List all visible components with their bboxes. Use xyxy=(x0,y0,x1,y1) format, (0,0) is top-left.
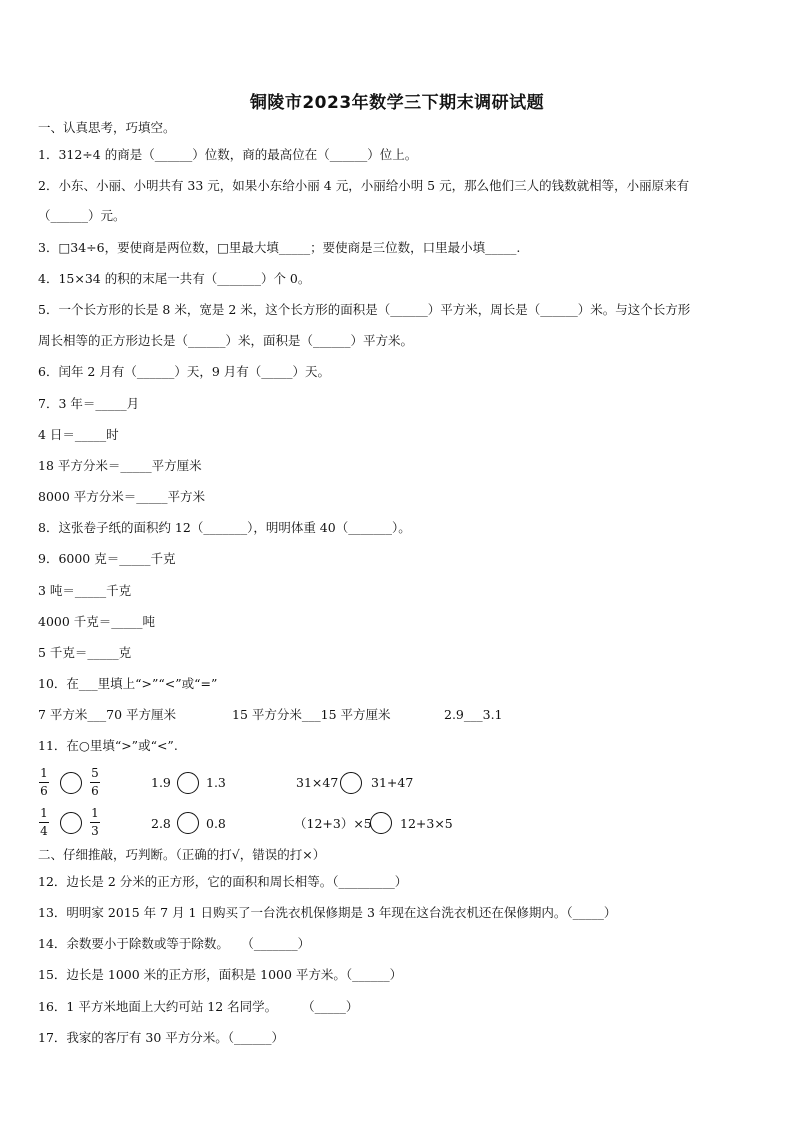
question-7-a: 7．3 年＝_____月 xyxy=(38,396,140,411)
question-9-b: 3 吨＝_____千克 xyxy=(38,583,132,598)
question-10: 10．在___里填上“>”“<”或“=” xyxy=(38,676,218,691)
question-9-d: 5 千克＝_____克 xyxy=(38,645,132,660)
section-heading-fill-in: 一、认真思考，巧填空。 xyxy=(38,120,176,135)
question-13: 13．明明家 2015 年 7 月 1 日购买了一台洗衣机保修期是 3 年现在这台洗衣机还在保修期内。（_____） xyxy=(38,905,617,920)
question-11: 11．在○里填“>”或“<”. xyxy=(38,738,178,753)
compare-circle-3[interactable] xyxy=(340,772,362,794)
compare-circle-4[interactable] xyxy=(60,812,82,834)
question-16: 16．1 平方米地面上大约可站 12 名同学。 （_____） xyxy=(38,999,359,1014)
question-6: 6．闰年 2 月有（______）天，9 月有（_____）天。 xyxy=(38,364,331,379)
question-15: 15．边长是 1000 米的正方形，面积是 1000 平方米。（______） xyxy=(38,967,403,982)
question-7-c: 18 平方分米＝_____平方厘米 xyxy=(38,458,202,473)
compare-right-expression: 12+3×5 xyxy=(400,816,453,831)
fraction-one-third: 1 3 xyxy=(91,806,99,838)
question-10-item-a: 7 平方米___70 平方厘米 xyxy=(38,707,177,722)
fraction-one-quarter: 1 4 xyxy=(40,806,48,838)
compare-right-value: 0.8 xyxy=(206,816,226,831)
question-17: 17．我家的客厅有 30 平方分米。（______） xyxy=(38,1030,285,1045)
fraction-one-sixth: 1 6 xyxy=(40,766,48,798)
compare-right-expression: 31+47 xyxy=(371,775,414,790)
compare-circle-5[interactable] xyxy=(177,812,199,834)
question-7-d: 8000 平方分米＝_____平方米 xyxy=(38,489,206,504)
question-12: 12．边长是 2 分米的正方形，它的面积和周长相等。（_________） xyxy=(38,874,408,889)
question-14: 14．余数要小于除数或等于除数。 （_______） xyxy=(38,936,311,951)
question-7-b: 4 日＝_____时 xyxy=(38,427,119,442)
compare-left-expression: 31×47 xyxy=(296,775,339,790)
page-title: 铜陵市2023年数学三下期末调研试题 xyxy=(249,93,545,113)
compare-circle-6[interactable] xyxy=(370,812,392,834)
question-5-line-1: 5．一个长方形的长是 8 米，宽是 2 米，这个长方形的面积是（______）平方米，周长是（______）米。与这个长方形 xyxy=(38,302,691,317)
question-10-item-b: 15 平方分米___15 平方厘米 xyxy=(232,707,391,722)
question-10-item-c: 2.9___3.1 xyxy=(444,707,503,722)
question-9-c: 4000 千克＝_____吨 xyxy=(38,614,156,629)
compare-circle-1[interactable] xyxy=(60,772,82,794)
question-2-line-2: （______）元。 xyxy=(38,208,126,223)
compare-circle-2[interactable] xyxy=(177,772,199,794)
question-1: 1．312÷4 的商是（______）位数，商的最高位在（______）位上。 xyxy=(38,147,418,162)
compare-left-expression: （12+3）×5 xyxy=(294,816,372,831)
compare-left-value: 2.8 xyxy=(151,816,171,831)
compare-right-value: 1.3 xyxy=(206,775,226,790)
question-9-a: 9．6000 克＝_____千克 xyxy=(38,551,176,566)
question-4: 4．15×34 的积的末尾一共有（_______）个 0。 xyxy=(38,271,311,286)
compare-left-value: 1.9 xyxy=(151,775,171,790)
fraction-five-sixths: 5 6 xyxy=(91,766,99,798)
question-8: 8．这张卷子纸的面积约 12（_______），明明体重 40（_______）。 xyxy=(38,520,411,535)
question-5-line-2: 周长相等的正方形边长是（______）米，面积是（______）平方米。 xyxy=(38,333,414,348)
question-3: 3．□34÷6，要使商是两位数，□里最大填_____；要使商是三位数，口里最小填_____. xyxy=(38,240,521,255)
question-2-line-1: 2．小东、小丽、小明共有 33 元，如果小东给小丽 4 元，小丽给小明 5 元，那么他们三人的钱数就相等，小丽原来有 xyxy=(38,178,690,193)
section-heading-judge: 二、仔细推敲，巧判断。（正确的打√，错误的打×） xyxy=(38,847,326,862)
